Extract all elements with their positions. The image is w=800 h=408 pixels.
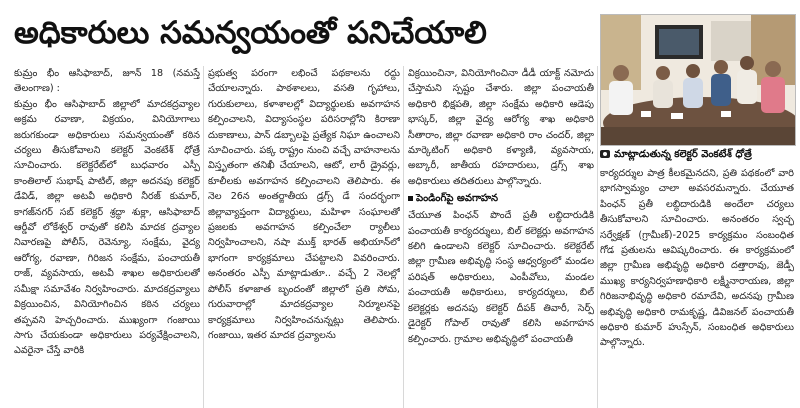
article-column-1 [14,66,200,408]
column-divider [403,66,404,408]
article-dateline: కుమ్రం భీం ఆసిఫాబాద్, జూన్ 18 (నమస్తే తెలంగాణ) : [14,68,200,95]
photo-caption-text: మాట్లాడుతున్న కలెక్టర్ వెంకటేశ్ ధోత్రే [614,149,752,160]
article-paragraph: ప్రభుత్వ పరంగా లభించే పథకాలను రద్దు చేయాలన్నారు. పాఠశాలలు, వసతి గృహాలు, గురుకులాలు, కళాశాలల్లో విద్యార్థులకు అవగాహన కల్పించాలని, విద్యాసంస్థల పరిసరాల్లోని కిరాణా దుకాణాలు, పాన్ డబ్బాలపై ప్రత్యేక నిఘా ఉంచాలని సూచించారు. పక్క రాష్ట్రం నుంచి వచ్చే వాహనాలను విస్తృతంగా తనిఖీ చేయాలని, ఆటో, లారీ డ్రైవర్లు, కూలీలకు అవగాహన కల్పించాలని తెలిపారు. ఈ నెల 26న అంతర్జాతీయ డ్రగ్స్ డే సందర్భంగా జిల్లావ్యాప్తంగా విద్యార్థులు, మహిళా సంఘాలతో ప్రజలకు అవగాహన కల్పించేలా ర్యాలీలు నిర్వహించాలని, నషా ముక్త్ భారత్ అభియాన్‌లో భాగంగా కార్యక్రమాలు చేపట్టాలని వివరించారు. అనంతరం ఎస్పీ మాట్లాడుతూ.. వచ్చే 2 నెలల్లో పోలీస్ కళాజాత బృందంతో జిల్లాలో ప్రతి సోమ, గురువారాల్లో మాదకద్రవ్యాల నిర్మూలనపై కార్యక్రమాలు నిర్వహించనున్నట్లు తెలిపారు. గంజాయి, ఇతర మాదక ద్రవ్యాలను [208,68,400,341]
column-divider [203,66,204,408]
column-divider [597,66,598,408]
article-paragraph: చేయూత పింఛన్ పొందే ప్రతీ లబ్ధిదారుడికి పంచాయతీ కార్యదర్శులు, బిల్ కలెక్టర్లు అవగాహన కలిగి ఉండాలని కలెక్టర్ సూచించారు. కలెక్టరేట్ జిల్లా గ్రామీణ అభివృద్ధి సంస్థ ఆధ్వర్యంలో మండల పరిషత్ అధికారులు, ఎంపీవోలు, మండల పంచాయతీ అధికారులు, కార్యదర్శులు, బిల్ కలెక్టర్లకు అదనపు కలెక్టర్ దీపక్ తివారీ, సెర్ప్ డైరెక్టర్ గోపాల్ రావుతో కలిసి అవగాహన కల్పించారు. గ్రామాల అభివృద్ధిలో పంచాయతీ [408,210,594,345]
article-paragraph: కుమ్రం భీం ఆసిఫాబాద్ జిల్లాలో మాదకద్రవ్యాల అక్రమ రవాణా, విక్రయం, వినియోగాలు జరుగకుండా అధికారులు సమన్వయంతో కఠిన చర్యలు తీసుకోవాలని కలెక్టర్ వెంకటేశ్ ధోత్రే సూచించారు. కలెక్టరేట్‌లో బుధవారం ఎస్పీ కాంతిలాల్ సుభాష్ పాటిల్, జిల్లా అదనపు కలెక్టర్ డేవిడ్, జిల్లా అటవీ అధికారి నీరజ్ కుమార్, కాగజ్‌నగర్ సబ్ కలెక్టర్ శ్రద్ధా శుక్లా, ఆసిఫాబాద్ ఆర్డీవో లోకేశ్వర్ రావుతో కలిసి మాదక ద్రవ్యాల నివారణపై పోలీస్, రెవెన్యూ, సంక్షేమ, వైద్య ఆరోగ్య, రవాణా, గిరిజన సంక్షేమ, పంచాయతీ రాజ్, వ్యవసాయ, అటవీ శాఖల అధికారులతో సమీక్షా సమావేశం నిర్వహించారు. మాదకద్రవ్యాలు విక్రయించిన, వినియోగించిన కఠిన చర్యలు తప్పవని హెచ్చరించారు. ముఖ్యంగా గంజాయి సాగు చేయకుండా అధికారులు పర్యవేక్షించాలని, ఎవరైనా చేస్తే వారికి [14,98,200,357]
article-paragraph: కార్యదర్శుల పాత్ర కీలకమైనదని, ప్రతి పథకంలో వారి భాగస్వామ్యం చాలా అవసరమన్నారు. చేయూత పింఛన్ ప్రతీ లబ్ధిదారుడికి అందేలా చర్యలు తీసుకోవాలని సూచించారు. అనంతరం స్వచ్ఛ సర్వేక్షణ్ (గ్రామీణ్)-2025 కార్యక్రమం సంబంధిత గోడ ప్రతులను ఆవిష్కరించారు. ఈ కార్యక్రమంలో జిల్లా గ్రామీణ అభివృద్ధి అధికారి దత్తారావు, జెడ్పీ ముఖ్య కార్యనిర్వహణాధికారి లక్ష్మీనారాయణ, జిల్లా గిరిజనాభివృద్ధి అధికారి రమాదేవి, అదనపు గ్రామీణ అభివృద్ధి అధికారి రామకృష్ణ, డివిజనల్ పంచాయతీ అధికారి కుమార్ హుస్సేన్, సంబంధిత అధికారులు పాల్గొన్నారు. [600,168,794,349]
camera-icon [600,150,610,158]
photo-caption [600,146,796,164]
article-column-4 [600,166,794,408]
section-subheading: పెండింగ్‌పై అవగాహన [408,191,594,207]
article-paragraph: విక్రయించినా, వినియోగించినా డీడీ యాక్ట్ నమోదు చేస్తామని స్పష్టం చేశారు. జిల్లా పంచాయతీ అధికారి భిక్షపతి, జిల్లా సంక్షేమ అధికారి ఆడెపు భాస్కర్, జిల్లా వైద్య ఆరోగ్య శాఖ అధికారి సీతారాం, జిల్లా రవాణా అధికారి రాం చందర్, జిల్లా మార్కెటింగ్ అధికారి కళ్యాణి, వ్యవసాయ, అబ్కారీ, జాతీయ రహదారులు, డ్రగ్స్ శాఖ అధికారులు తదితరులు పాల్గొన్నారు. [408,68,594,187]
meeting-photo [600,14,796,146]
headline: అధికారులు సమన్వయంతో పనిచేయాలి [14,15,487,51]
article-column-2 [208,66,400,408]
meeting-photo-illustration [601,15,795,145]
article-column-3 [408,66,594,408]
